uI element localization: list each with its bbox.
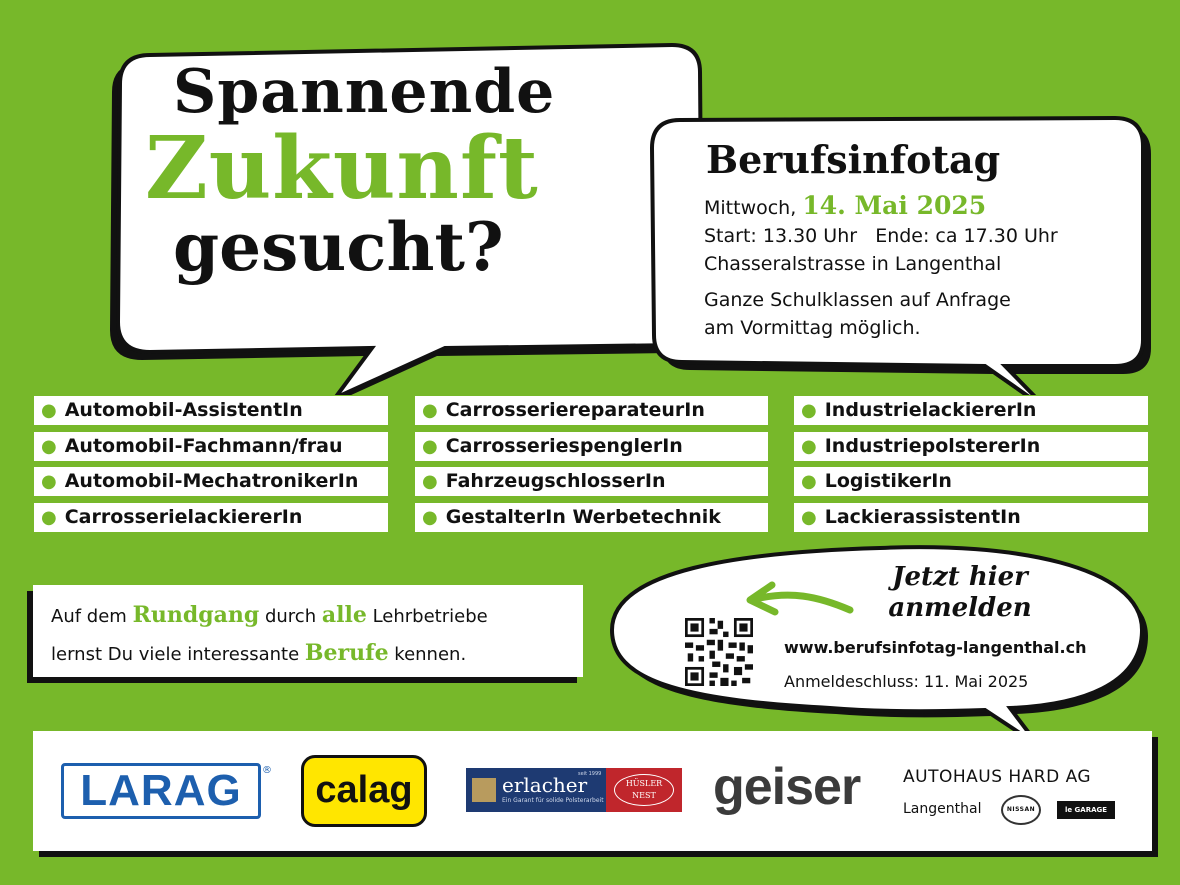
registration-title: Jetzt hier anmelden — [888, 562, 1032, 623]
calag-logo: calag — [301, 755, 427, 827]
erlacher-logo: erlacher seit 1999 Ein Garant für solide Polsterarbeit — [466, 768, 606, 812]
tour-line1: Auf dem Rundgang durch alle Lehrbetriebe — [51, 602, 488, 628]
headline-line3: gesucht? — [173, 208, 504, 286]
erlacher-mark-icon — [472, 778, 496, 802]
event-note-line2: am Vormittag möglich. — [704, 317, 921, 339]
husler-nest-logo: HÜSLER NEST — [606, 768, 682, 812]
job-item: ● FahrzeugschlosserIn — [414, 466, 769, 497]
event-location: Chasseralstrasse in Langenthal — [704, 253, 1002, 275]
tour-line2: lernst Du viele interessante Berufe kennen. — [51, 640, 467, 666]
autohaus-hard-city: Langenthal — [903, 801, 982, 817]
job-item: ● LogistikerIn — [793, 466, 1149, 497]
event-end: Ende: ca 17.30 Uhr — [875, 225, 1058, 247]
event-note-line1: Ganze Schulklassen auf Anfrage — [704, 289, 1011, 311]
qr-code-icon[interactable] — [685, 618, 753, 686]
job-item: ● Automobil-MechatronikerIn — [33, 466, 389, 497]
job-item: ● IndustrielackiererIn — [793, 395, 1149, 426]
larag-registered-mark: ® — [262, 765, 272, 776]
job-item: ● Automobil-AssistentIn — [33, 395, 389, 426]
larag-logo: LARAG — [61, 763, 261, 819]
event-title: Berufsinfotag — [706, 137, 1001, 182]
job-item: ● Automobil-Fachmann/frau — [33, 431, 389, 462]
nissan-logo: NISSAN — [1001, 795, 1041, 825]
headline-line2: Zukunft — [145, 118, 539, 219]
event-date: 14. Mai 2025 — [802, 191, 987, 220]
sponsors-bar — [33, 731, 1152, 851]
job-item: ● CarrosseriespenglerIn — [414, 431, 769, 462]
event-weekday: Mittwoch, — [704, 197, 797, 219]
job-item: ● GestalterIn Werbetechnik — [414, 502, 769, 533]
job-item: ● CarrosserielackiererIn — [33, 502, 389, 533]
headline-line1: Spannende — [173, 57, 556, 127]
event-start: Start: 13.30 Uhr — [704, 225, 858, 247]
job-item: ● LackierassistentIn — [793, 502, 1149, 533]
geiser-logo: geiser — [713, 758, 861, 816]
registration-url-link[interactable]: www.berufsinfotag-langenthal.ch — [784, 638, 1087, 657]
le-garage-logo: le GARAGE — [1057, 801, 1115, 819]
job-item: ● IndustriepolstererIn — [793, 431, 1149, 462]
job-item: ● CarrosseriereparateurIn — [414, 395, 769, 426]
registration-deadline: Anmeldeschluss: 11. Mai 2025 — [784, 672, 1029, 691]
autohaus-hard-title: AUTOHAUS HARD AG — [903, 767, 1092, 787]
